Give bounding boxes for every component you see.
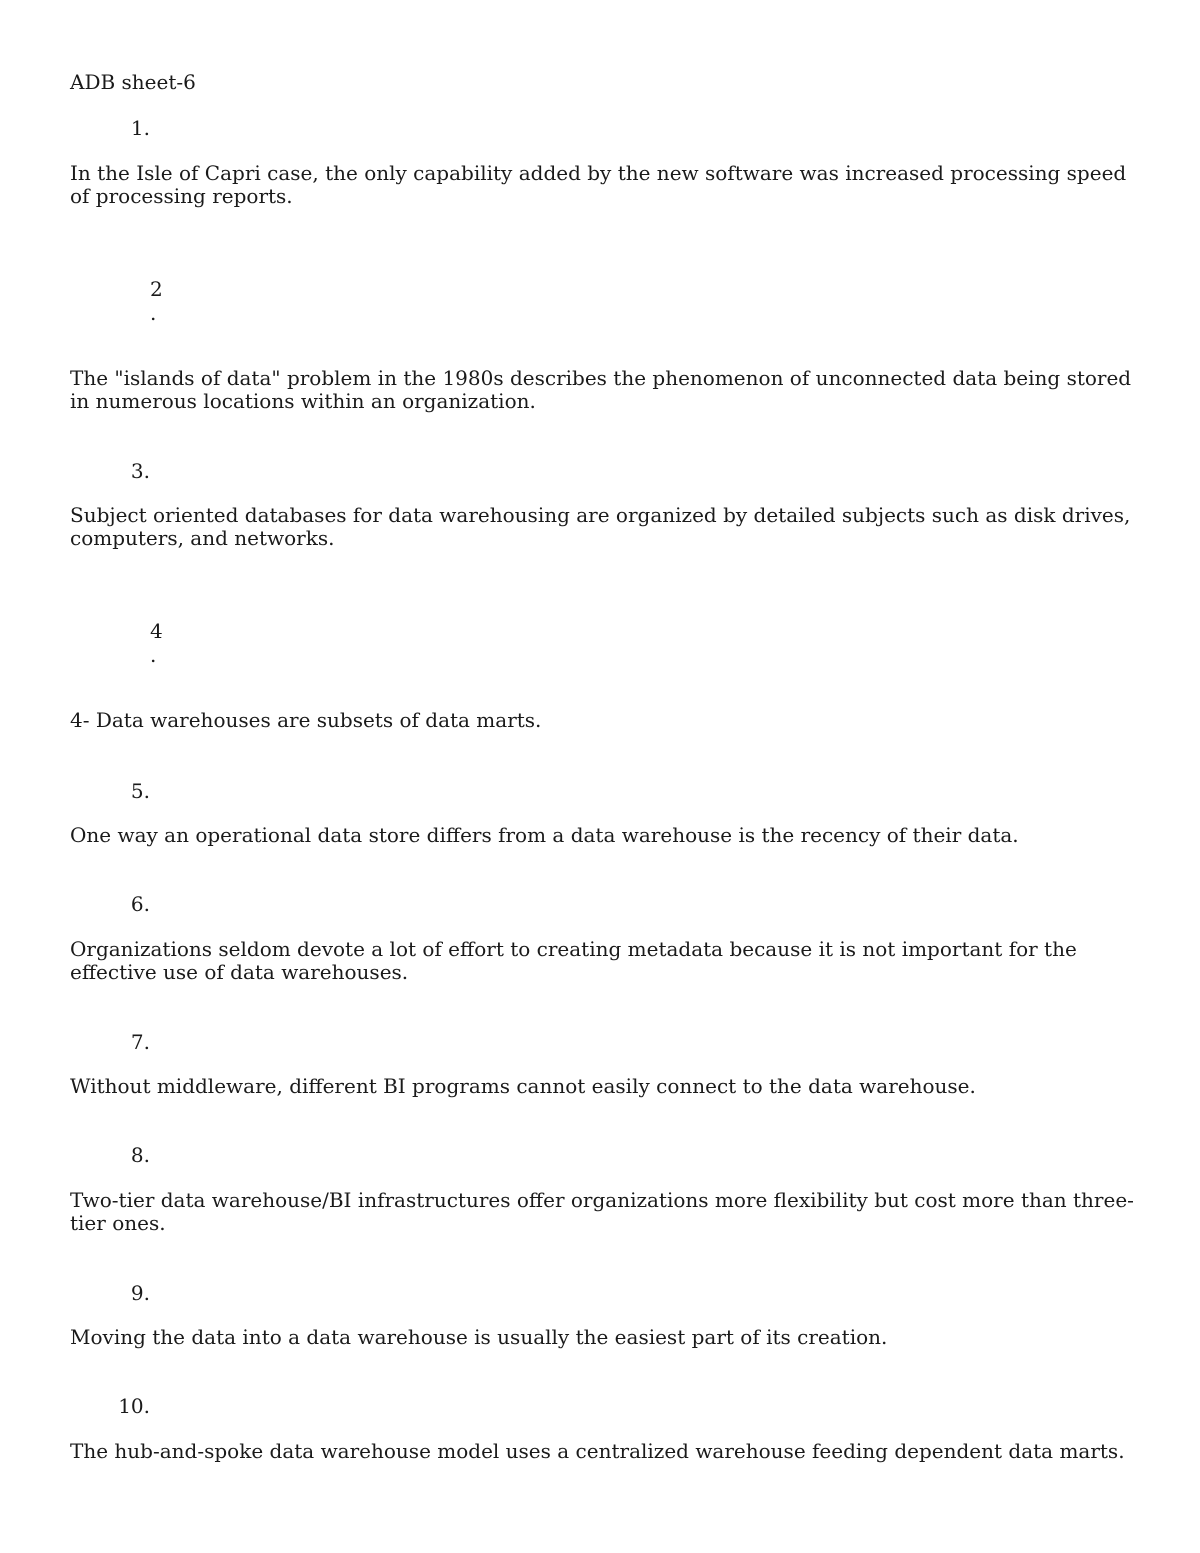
question-number-dot: . <box>150 301 157 325</box>
question-number: 9. <box>130 1281 150 1305</box>
question-text: Subject oriented databases for data warehousing are organized by detailed subjects such as disk drives, computers, and networks. <box>70 503 1131 550</box>
question-number <box>150 277 170 325</box>
question-number: 7. <box>130 1030 150 1054</box>
question-number-dot: . <box>150 643 157 667</box>
question-number <box>150 619 170 667</box>
question-number: 3. <box>130 459 150 483</box>
question-number-digit: 2 <box>150 277 163 301</box>
question-text: Moving the data into a data warehouse is usually the easiest part of its creation. <box>70 1325 888 1349</box>
question-number: 6. <box>130 892 150 916</box>
question-text: Organizations seldom devote a lot of effort to creating metadata because it is not important for the effective use of data warehouses. <box>70 937 1077 984</box>
question-text: Two-tier data warehouse/BI infrastructures offer organizations more flexibility but cost more than three-tier ones. <box>70 1188 1134 1235</box>
question-text: The hub-and-spoke data warehouse model uses a centralized warehouse feeding dependent data marts. <box>70 1439 1125 1463</box>
question-text: 4- Data warehouses are subsets of data marts. <box>70 708 542 732</box>
question-number: 8. <box>130 1143 150 1167</box>
question-text: In the Isle of Capri case, the only capability added by the new software was increased processing speed of processing reports. <box>70 161 1127 208</box>
question-number-digit: 4 <box>150 619 163 643</box>
question-text: Without middleware, different BI programs cannot easily connect to the data warehouse. <box>70 1074 976 1098</box>
document-title: ADB sheet-6 <box>70 70 196 94</box>
question-text: The "islands of data" problem in the 1980s describes the phenomenon of unconnected data being stored in numerous locations within an organization. <box>70 366 1132 413</box>
question-number: 1. <box>130 116 150 140</box>
question-number: 5. <box>130 779 150 803</box>
question-text: One way an operational data store differs from a data warehouse is the recency of their data. <box>70 823 1019 847</box>
question-number: 10. <box>118 1394 150 1418</box>
